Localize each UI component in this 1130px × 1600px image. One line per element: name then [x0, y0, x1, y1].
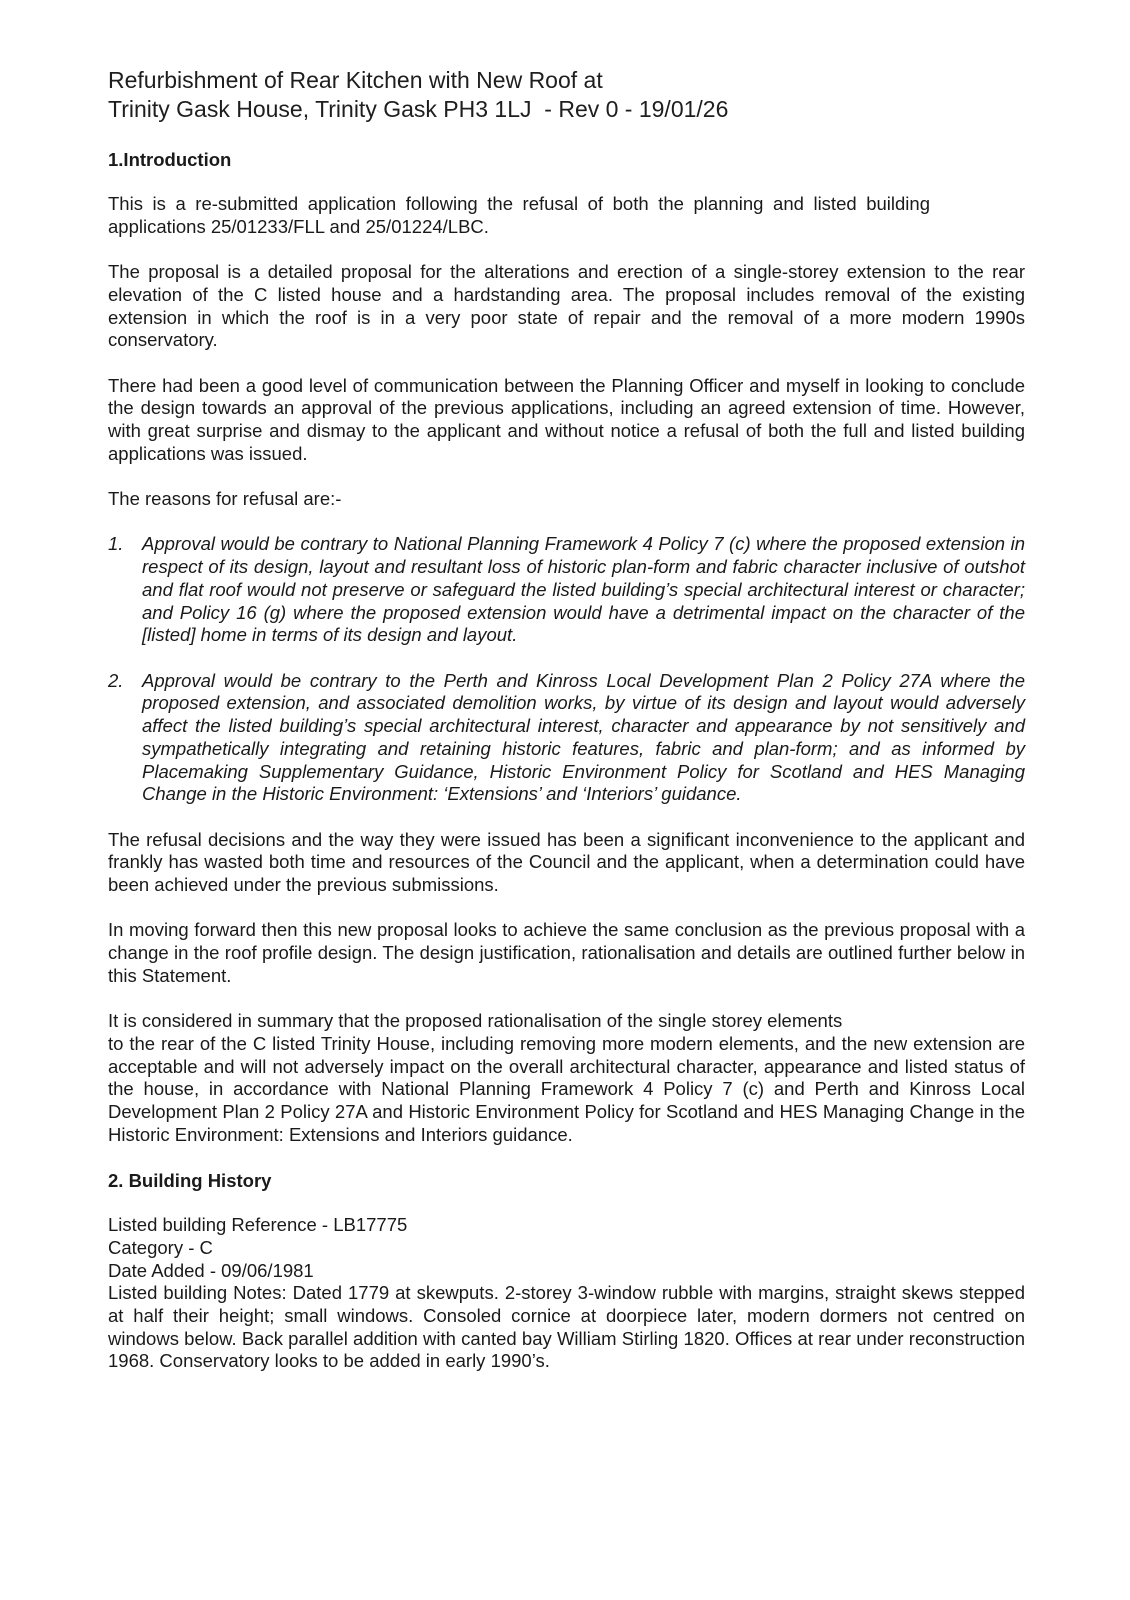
intro-paragraph-6-line-1: It is considered in summary that the proposed rationalisation of the single storey elements: [108, 1010, 843, 1032]
building-history-details: [108, 1214, 1025, 1282]
listed-building-category: Category - C: [108, 1236, 213, 1258]
intro-paragraph-3: There had been a good level of communication between the Planning Officer and myself in looking to conclude the design towards an approval of the previous applications, including an agreed extension of time. However, with great surprise and dismay to the applicant and without notice a refusal of both the full and listed building applications was issued.: [108, 374, 1025, 464]
refusal-reason: [108, 533, 1025, 647]
intro-paragraph-2: The proposal is a detailed proposal for the alterations and erection of a single-storey extension to the rear elevation of the C listed house and a hardstanding area. The proposal includes removal of the existing extension in which the roof is in a very poor state of repair and the removal of a more modern 1990s conservatory.: [108, 261, 1025, 351]
document-title: [108, 66, 1025, 124]
listed-building-date-added: Date Added - 09/06/1981: [108, 1259, 314, 1281]
refusal-reason-text: Approval would be contrary to the Perth and Kinross Local Development Plan 2 Policy 27A where the proposed extension, and associated demolition works, by virtue of its design and layout would adversely affect the listed building’s special architectural interest, character and appearance by not sensitively and sympathetically integrating and retaining historic features, fabric and plan-form; and as informed by Placemaking Supplementary Guidance, Historic Environment Policy for Scotland and HES Managing Change in the Historic Environment: ‘Extensions’ and ‘Interiors’ guidance.: [142, 669, 1025, 805]
document-page: [108, 66, 1025, 1373]
section-heading-building-history: 2. Building History: [108, 1170, 272, 1192]
refusal-reason-number: 1.: [108, 533, 124, 555]
listed-building-notes: Listed building Notes: Dated 1779 at skewputs. 2-storey 3-window rubble with margins, straight skews stepped at half their height; small windows. Consoled cornice at doorpiece later, modern dormers not centred on windows below. Back parallel addition with canted bay William Stirling 1820. Offices at rear under reconstruction 1968. Conservatory looks to be added in early 1990’s.: [108, 1282, 1025, 1372]
intro-paragraph-6: [108, 1010, 1025, 1146]
section-heading-introduction: 1.Introduction: [108, 149, 232, 170]
intro-paragraph-5: In moving forward then this new proposal looks to achieve the same conclusion as the previous proposal with a change in the roof profile design. The design justification, rationalisation and details are outlined further below in this Statement.: [108, 919, 1025, 986]
listed-building-reference: Listed building Reference - LB17775: [108, 1214, 408, 1236]
intro-paragraph-6-rest: to the rear of the C listed Trinity House, including removing more modern elements, and the new extension are acceptable and will not adversely impact on the overall architectural character, appearance and listed status of the house, in accordance with National Planning Framework 4 Policy 7 (c) and Perth and Kinross Local Development Plan 2 Policy 27A and Historic Environment Policy for Scotland and HES Managing Change in the Historic Environment: Extensions and Interiors guidance.: [108, 1032, 1025, 1145]
title-line-2: Trinity Gask House, Trinity Gask PH3 1LJ - Rev 0 - 19/01/26: [108, 96, 729, 122]
refusal-reason-number: 2.: [108, 669, 124, 691]
title-line-1: Refurbishment of Rear Kitchen with New Roof at: [108, 67, 603, 93]
intro-paragraph-4: The refusal decisions and the way they were issued has been a significant inconvenience to the applicant and frankly has wasted both time and resources of the Council and the applicant, when a determination could have been achieved under the previous submissions.: [108, 828, 1025, 895]
intro-paragraph-1: This is a re-submitted application following the refusal of both the planning and listed building applications 25/01233/FLL and 25/01224/LBC.: [108, 193, 930, 237]
reasons-intro: The reasons for refusal are:-: [108, 488, 342, 510]
refusal-reasons-list: [108, 533, 1025, 805]
refusal-reason-text: Approval would be contrary to National Planning Framework 4 Policy 7 (c) where the proposed extension in respect of its design, layout and resultant loss of historic plan-form and fabric character inclusive of outshot and flat roof would not preserve or safeguard the listed building’s special architectural interest or character; and Policy 16 (g) where the proposed extension would have a detrimental impact on the character of the [listed] home in terms of its design and layout.: [142, 533, 1025, 646]
refusal-reason: [108, 670, 1025, 806]
